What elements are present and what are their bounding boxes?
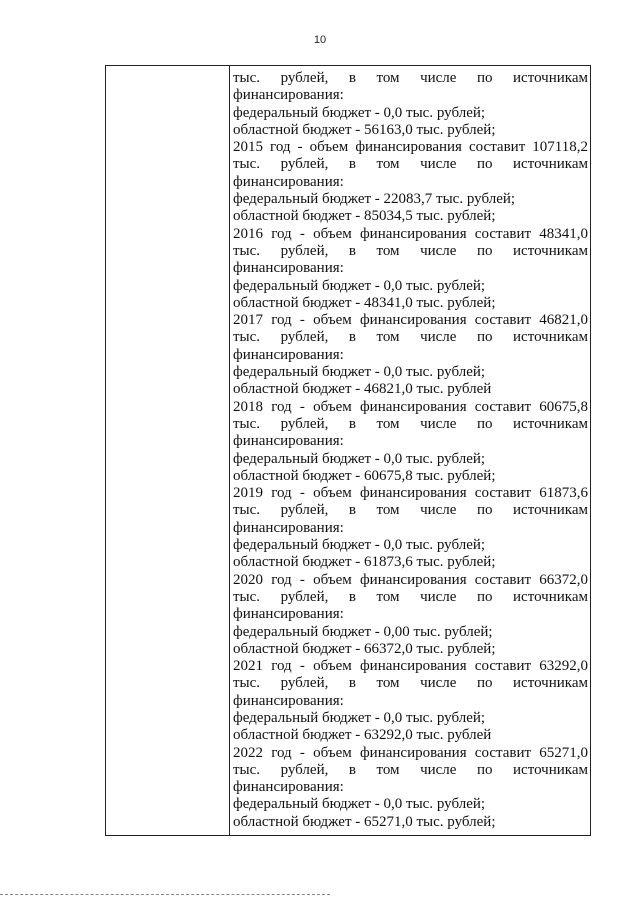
text-line: федеральный бюджет - 0,0 тыс. рублей; [233, 364, 486, 381]
text-line: финансирования: [233, 519, 344, 536]
text-line: областной бюджет - 60675,8 тыс. рублей; [233, 467, 496, 484]
text-line: тыс. рублей, в том числе по источникам [233, 156, 588, 173]
text-line: 2015 год - объем финансирования составит 107118,2 [233, 139, 588, 156]
text-line: 2022 год - объем финансирования составит 65271,0 [233, 744, 588, 761]
text-line: областной бюджет - 61873,6 тыс. рублей; [233, 554, 496, 571]
text-line: тыс. рублей, в том числе по источникам [233, 502, 588, 519]
text-line: федеральный бюджет - 0,0 тыс. рублей; [233, 450, 486, 467]
text-line: федеральный бюджет - 0,0 тыс. рублей; [233, 104, 486, 121]
text-line: 2017 год - объем финансирования составит 46821,0 [233, 312, 588, 329]
text-line: 2016 год - объем финансирования составит 48341,0 [233, 225, 588, 242]
text-line: тыс. рублей, в том числе по источникам [233, 675, 588, 692]
text-line: федеральный бюджет - 0,0 тыс. рублей; [233, 709, 486, 726]
text-line: финансирования: [233, 692, 344, 709]
table-label-cell [106, 66, 230, 835]
text-line: тыс. рублей, в том числе по источникам [233, 329, 588, 346]
text-line: 2018 год - объем финансирования составит 60675,8 [233, 398, 588, 415]
text-line: тыс. рублей, в том числе по источникам [233, 70, 588, 86]
text-line: 2020 год - объем финансирования составит 66372,0 [233, 571, 588, 588]
table-content-cell [233, 70, 588, 831]
text-line: тыс. рублей, в том числе по источникам [233, 415, 588, 432]
text-line: федеральный бюджет - 0,00 тыс. рублей; [233, 623, 493, 640]
funding-table [105, 65, 591, 836]
text-line: областной бюджет - 46821,0 тыс. рублей [233, 381, 492, 398]
text-line: федеральный бюджет - 0,0 тыс. рублей; [233, 277, 486, 294]
text-line: областной бюджет - 65271,0 тыс. рублей; [233, 813, 496, 830]
text-line: областной бюджет - 48341,0 тыс. рублей; [233, 294, 496, 311]
text-line: тыс. рублей, в том числе по источникам [233, 588, 588, 605]
text-line: финансирования: [233, 606, 344, 623]
text-line: финансирования: [233, 779, 344, 796]
text-line: финансирования: [233, 433, 344, 450]
text-line: областной бюджет - 85034,5 тыс. рублей; [233, 208, 496, 225]
footer-divider [0, 894, 330, 895]
text-line: 2021 год - объем финансирования составит 63292,0 [233, 658, 588, 675]
text-line: тыс. рублей, в том числе по источникам [233, 761, 588, 778]
text-line: финансирования: [233, 87, 344, 104]
page-number: 10 [313, 34, 327, 46]
text-line: финансирования: [233, 260, 344, 277]
text-line: федеральный бюджет - 0,0 тыс. рублей; [233, 796, 486, 813]
text-line: областной бюджет - 56163,0 тыс. рублей; [233, 121, 496, 138]
text-line: областной бюджет - 63292,0 тыс. рублей [233, 727, 492, 744]
text-line: тыс. рублей, в том числе по источникам [233, 242, 588, 259]
text-line: областной бюджет - 66372,0 тыс. рублей; [233, 640, 496, 657]
text-line: финансирования: [233, 173, 344, 190]
text-line: федеральный бюджет - 0,0 тыс. рублей; [233, 537, 486, 554]
text-line: федеральный бюджет - 22083,7 тыс. рублей; [233, 191, 516, 208]
text-line: 2019 год - объем финансирования составит 61873,6 [233, 485, 588, 502]
text-line: финансирования: [233, 346, 344, 363]
